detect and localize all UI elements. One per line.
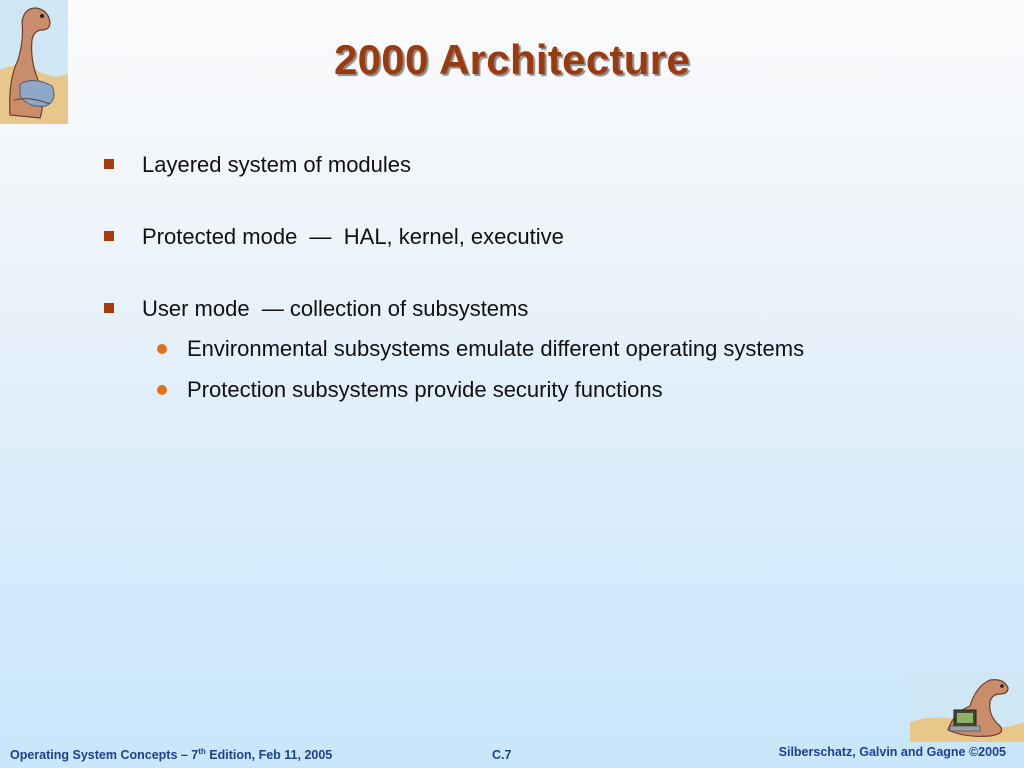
sub-bullet-item (148, 369, 984, 410)
footer-book-sup: th (198, 746, 206, 756)
footer-copyright: Silberschatz, Galvin and Gagne ©2005 (778, 745, 1006, 759)
square-bullet-icon (104, 303, 114, 313)
round-bullet-icon (157, 344, 167, 354)
bullet-text: Protected mode — HAL, kernel, executive (142, 224, 564, 249)
round-bullet-icon (157, 385, 167, 395)
slide-content (104, 146, 984, 410)
footer-book-info (10, 747, 332, 762)
dinosaur-computer-icon (910, 672, 1024, 742)
square-bullet-icon (104, 231, 114, 241)
footer-book-suffix: Edition, Feb 11, 2005 (205, 748, 333, 762)
sub-bullet-text: Environmental subsystems emulate different operating systems (187, 336, 805, 361)
sub-bullet-text: Protection subsystems provide security functions (187, 377, 663, 402)
square-bullet-icon (104, 159, 114, 169)
footer-book-prefix: Operating System Concepts – 7 (10, 748, 199, 762)
bullet-item (104, 146, 984, 184)
slide-title: 2000 Architecture (333, 36, 691, 83)
bullet-text: User mode — collection of subsystems (142, 296, 529, 321)
sub-bullet-item (148, 328, 984, 369)
bullet-text: Layered system of modules (142, 152, 412, 177)
bullet-item (104, 290, 984, 328)
bullet-item (104, 218, 984, 256)
footer-page-number: C.7 (492, 748, 512, 762)
